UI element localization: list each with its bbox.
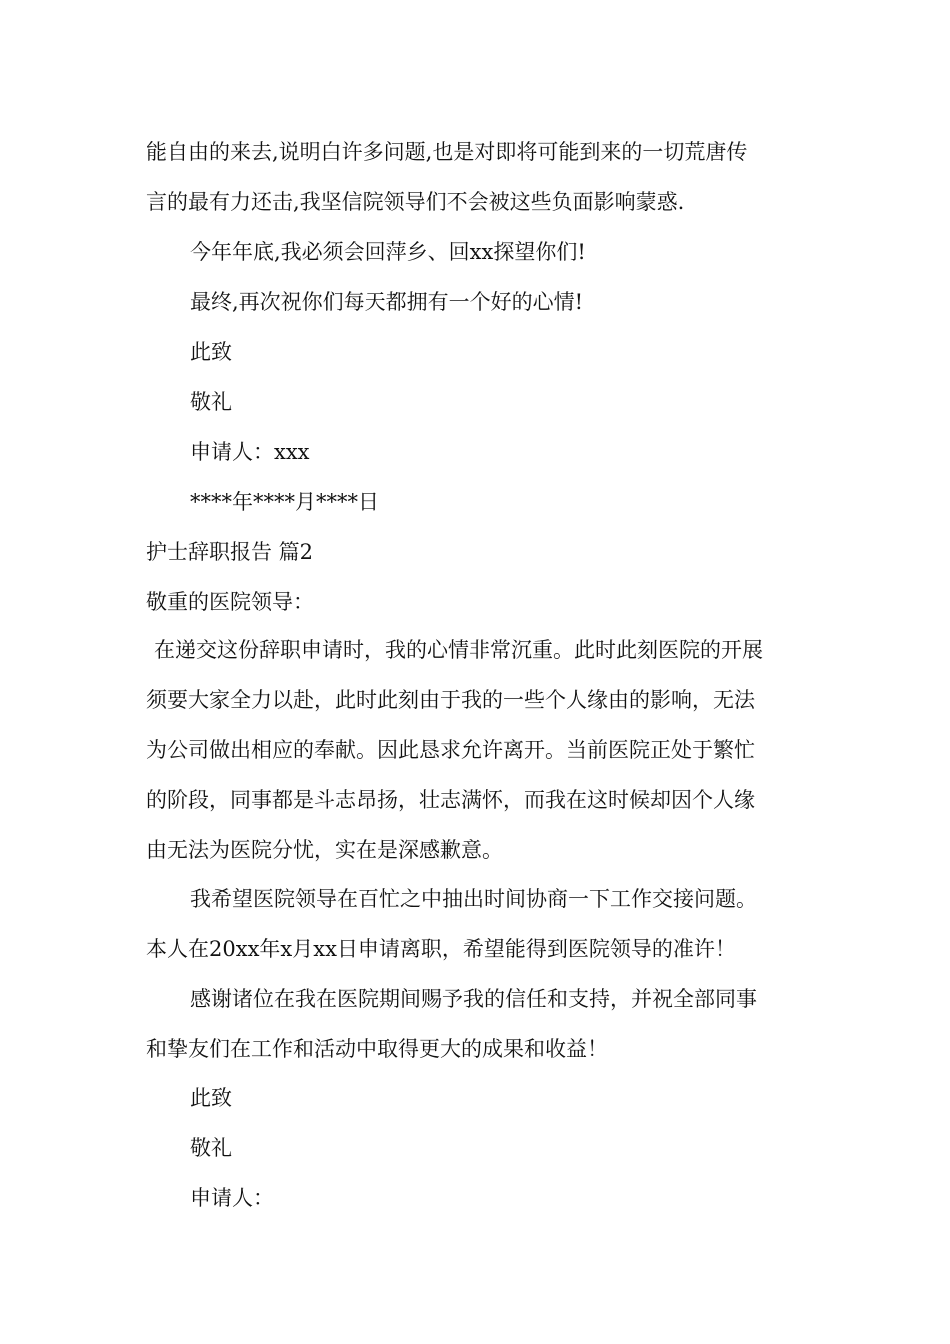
paragraph-line: 由无法为医院分忧，实在是深感歉意。 (146, 838, 503, 862)
closing-regards: 敬礼 (190, 390, 232, 414)
paragraph-line: 最终,再次祝你们每天都拥有一个好的心情! (190, 290, 584, 314)
paragraph-line: 本人在20xx年x月xx日申请离职，希望能得到医院领导的准许！ (146, 937, 736, 961)
paragraph-line: 为公司做出相应的奉献。因此恳求允许离开。当前医院正处于繁忙 (146, 738, 755, 762)
date-line: ****年****月****日 (190, 490, 379, 514)
section-title: 护士辞职报告 篇2 (146, 540, 314, 564)
paragraph-line: 的阶段，同事都是斗志昂扬，壮志满怀，而我在这时候却因个人缘 (146, 788, 755, 812)
closing-regards: 敬礼 (190, 1136, 232, 1160)
paragraph-line: 我希望医院领导在百忙之中抽出时间协商一下工作交接问题。 (190, 887, 757, 911)
paragraph-line: 感谢诸位在我在医院期间赐予我的信任和支持，并祝全部同事 (190, 987, 757, 1011)
paragraph-line: 言的最有力还击,我坚信院领导们不会被这些负面影响蒙惑. (146, 190, 685, 214)
closing-salutation: 此致 (190, 1086, 232, 1110)
paragraph-line: 今年年底,我必须会回萍乡、回xx探望你们! (190, 240, 586, 264)
greeting-line: 敬重的医院领导： (146, 590, 314, 614)
closing-salutation: 此致 (190, 340, 232, 364)
applicant-line: 申请人：xxx (190, 440, 310, 464)
paragraph-line: 和挚友们在工作和活动中取得更大的成果和收益！ (146, 1037, 608, 1061)
paragraph-line: 在递交这份辞职申请时，我的心情非常沉重。此时此刻医院的开展 (154, 638, 763, 662)
paragraph-line: 能自由的来去,说明白许多问题,也是对即将可能到来的一切荒唐传 (146, 140, 748, 164)
paragraph-line: 须要大家全力以赴，此时此刻由于我的一些个人缘由的影响，无法 (146, 688, 755, 712)
applicant-line: 申请人： (190, 1186, 274, 1210)
